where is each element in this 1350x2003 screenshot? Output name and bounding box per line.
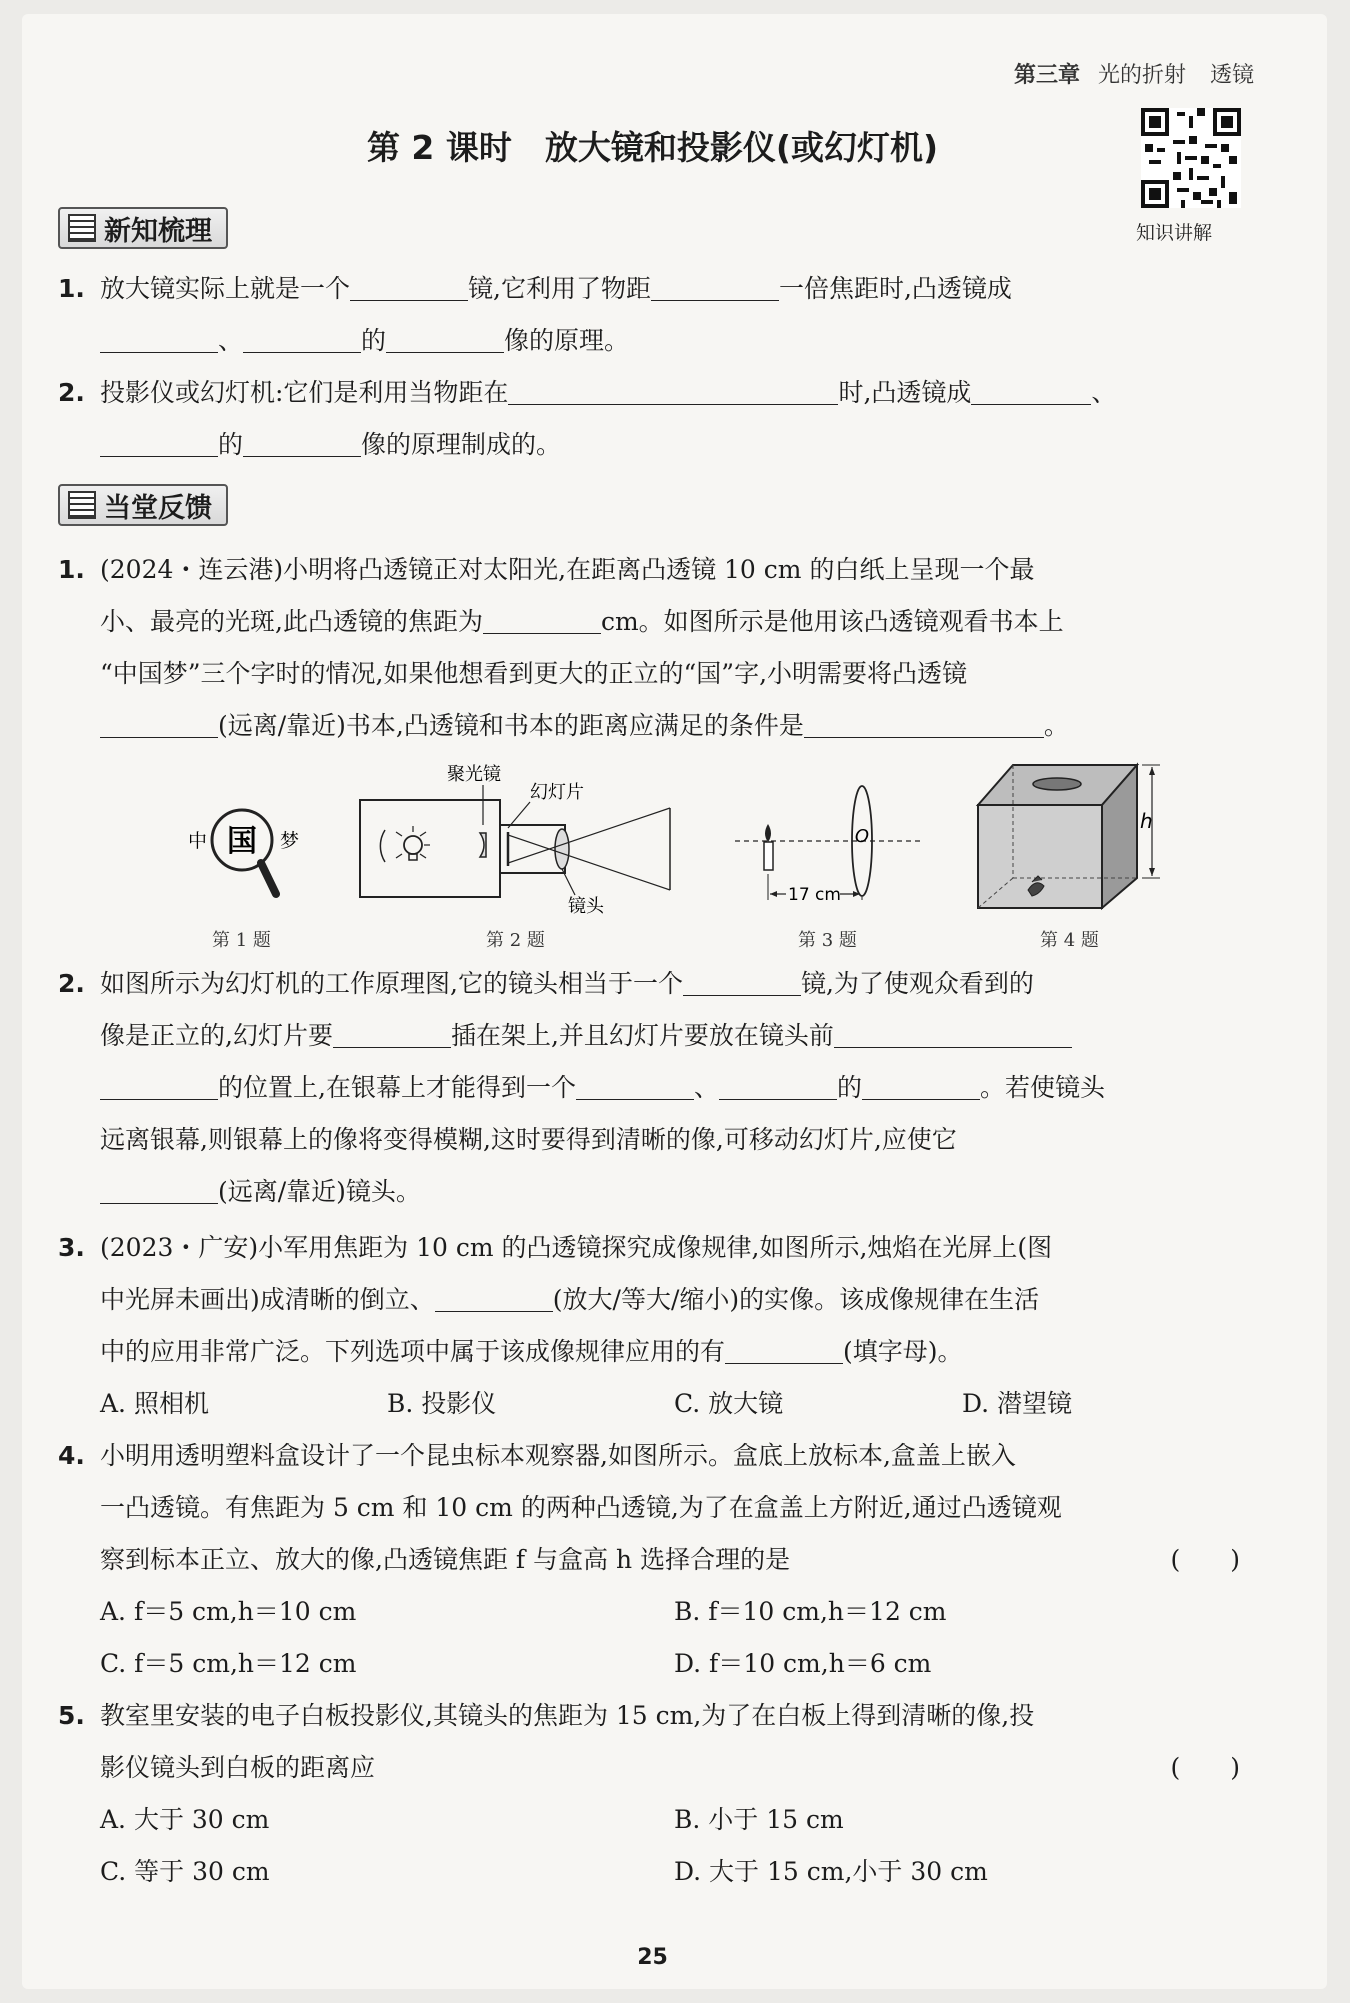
text-line: 中光屏未画出)成清晰的倒立、 (放大/等大/缩小)的实像。该成像规律在生活 xyxy=(100,1274,1248,1326)
chapter-subtitle: 透镜 xyxy=(1209,63,1254,88)
text-line: (2024・连云港)小明将凸透镜正对太阳光,在距离凸透镜 10 cm 的白纸上呈现一个最 xyxy=(100,555,1035,584)
answer-blank[interactable] xyxy=(971,374,1091,405)
label-h: h xyxy=(1140,809,1153,833)
text-line: 如图所示为幻灯机的工作原理图,它的镜头相当于一个 镜,为了使观众看到的 xyxy=(100,958,1248,1010)
choice-c[interactable]: C. 放大镜 xyxy=(674,1389,784,1418)
choices-row xyxy=(100,1378,1248,1430)
notebook-icon xyxy=(68,214,96,242)
text-line: 中的应用非常广泛。下列选项中属于该成像规律应用的有 (填字母)。 xyxy=(100,1326,1248,1378)
text-line: (远离/靠近)镜头。 xyxy=(100,1166,1248,1218)
text-line: 察到标本正立、放大的像,凸透镜焦距 f 与盒高 h 选择合理的是 ( ) xyxy=(100,1534,1248,1586)
choice-b[interactable]: B. 投影仪 xyxy=(387,1389,497,1418)
question-number: 1. xyxy=(58,555,85,584)
answer-bracket[interactable]: ( ) xyxy=(1170,1545,1240,1574)
answer-blank[interactable] xyxy=(435,1281,553,1312)
knowledge-item-2 xyxy=(58,367,1248,471)
label-slide: 幻灯片 xyxy=(530,782,584,803)
text-line: 小、最亮的光斑,此凸透镜的焦距为 cm。如图所示是他用该凸透镜观看书本上 xyxy=(100,596,1248,648)
answer-blank[interactable] xyxy=(100,1069,218,1100)
question-2 xyxy=(58,958,1248,1218)
text-line: 一凸透镜。有焦距为 5 cm 和 10 cm 的两种凸透镜,为了在盒盖上方附近,通过凸透镜观 xyxy=(100,1493,1062,1522)
choices-row xyxy=(100,1586,1248,1638)
text-line: 远离银幕,则银幕上的像将变得模糊,这时要得到清晰的像,可移动幻灯片,应使它 xyxy=(100,1125,957,1154)
text-line: 放大镜实际上就是一个 镜,它利用了物距 一倍焦距时,凸透镜成 xyxy=(100,263,1248,315)
choice-d[interactable]: D. f＝10 cm,h＝6 cm xyxy=(674,1649,932,1678)
answer-blank[interactable] xyxy=(576,1069,694,1100)
answer-blank[interactable] xyxy=(483,603,601,634)
chapter-number: 第三章 xyxy=(1013,63,1080,88)
answer-blank[interactable] xyxy=(725,1333,843,1364)
section-tab-new-knowledge xyxy=(58,207,228,249)
choice-a[interactable]: A. 大于 30 cm xyxy=(100,1805,270,1834)
answer-blank[interactable] xyxy=(386,322,504,353)
label-o: O xyxy=(854,826,870,847)
fig1-left-char: 中 xyxy=(188,830,208,852)
text-line: (远离/靠近)书本,凸透镜和书本的距离应满足的条件是 。 xyxy=(100,700,1248,752)
question-1 xyxy=(58,544,1248,752)
choice-d[interactable]: D. 大于 15 cm,小于 30 cm xyxy=(674,1857,988,1886)
figure-4-box xyxy=(978,765,1160,908)
choice-d[interactable]: D. 潜望镜 xyxy=(962,1389,1073,1418)
text-line: 、 的 像的原理。 xyxy=(100,315,1248,367)
answer-blank[interactable] xyxy=(350,270,468,301)
qr-caption: 知识讲解 xyxy=(1136,222,1213,244)
question-4 xyxy=(58,1430,1248,1690)
choice-b[interactable]: B. 小于 15 cm xyxy=(674,1805,844,1834)
item-number: 2. xyxy=(58,378,85,407)
label-17cm: 17 cm xyxy=(788,885,841,905)
answer-blank[interactable] xyxy=(243,426,361,457)
knowledge-item-1 xyxy=(58,263,1248,367)
magnifier-handle xyxy=(261,863,276,894)
answer-bracket[interactable]: ( ) xyxy=(1170,1753,1240,1782)
fig1-right-char: 梦 xyxy=(280,830,300,852)
figure-3-caption: 第 3 题 xyxy=(798,930,857,951)
qr-code-icon[interactable] xyxy=(1141,108,1241,208)
text-line: 小明用透明塑料盒设计了一个昆虫标本观察器,如图所示。盒底上放标本,盒盖上嵌入 xyxy=(100,1441,1016,1470)
figure-2-caption: 第 2 题 xyxy=(486,930,545,951)
question-number: 5. xyxy=(58,1701,85,1730)
section-label: 新知梳理 xyxy=(104,215,212,247)
text-line: 像是正立的,幻灯片要 插在架上,并且幻灯片要放在镜头前 xyxy=(100,1010,1248,1062)
answer-blank[interactable] xyxy=(804,707,1044,738)
chapter-header xyxy=(1014,58,1254,89)
answer-blank[interactable] xyxy=(100,426,218,457)
choices-row xyxy=(100,1794,1248,1846)
choice-c[interactable]: C. f＝5 cm,h＝12 cm xyxy=(100,1649,357,1678)
text-line: 影仪镜头到白板的距离应 ( ) xyxy=(100,1742,1248,1794)
figure-1-magnifier xyxy=(188,810,299,894)
text-line: 教室里安装的电子白板投影仪,其镜头的焦距为 15 cm,为了在白板上得到清晰的像,投 xyxy=(100,1701,1035,1730)
answer-blank[interactable] xyxy=(508,374,838,405)
figure-3-candle-lens xyxy=(735,786,920,905)
answer-blank[interactable] xyxy=(100,322,218,353)
answer-blank[interactable] xyxy=(683,965,801,996)
figure-1-caption: 第 1 题 xyxy=(212,930,271,951)
question-3 xyxy=(58,1222,1248,1430)
pencil-note-icon xyxy=(68,491,96,519)
condenser-lens xyxy=(480,833,486,857)
section-label: 当堂反馈 xyxy=(104,492,212,524)
lens-on-lid xyxy=(1033,778,1081,790)
answer-blank[interactable] xyxy=(719,1069,837,1100)
answer-blank[interactable] xyxy=(834,1017,1072,1048)
figure-4-caption: 第 4 题 xyxy=(1040,930,1099,951)
question-number: 2. xyxy=(58,969,85,998)
choice-c[interactable]: C. 等于 30 cm xyxy=(100,1857,270,1886)
label-lens: 镜头 xyxy=(568,896,604,917)
answer-blank[interactable] xyxy=(862,1069,980,1100)
answer-blank[interactable] xyxy=(333,1017,451,1048)
candle xyxy=(764,842,773,870)
question-number: 3. xyxy=(58,1233,85,1262)
figure-2-projector xyxy=(360,764,670,917)
text-line: (2023・广安)小军用焦距为 10 cm 的凸透镜探究成像规律,如图所示,烛焰在光屏上(图 xyxy=(100,1233,1053,1262)
text-line: “中国梦”三个字时的情况,如果他想看到更大的正立的“国”字,小明需要将凸透镜 xyxy=(100,659,968,688)
choice-b[interactable]: B. f＝10 cm,h＝12 cm xyxy=(674,1597,947,1626)
fig1-center-char: 国 xyxy=(227,824,257,859)
question-number: 4. xyxy=(58,1441,85,1470)
section-tab-in-class xyxy=(58,484,228,526)
flame xyxy=(765,824,771,842)
page-number: 25 xyxy=(637,1945,668,1970)
bulb-icon xyxy=(404,836,422,854)
projection-lens xyxy=(555,829,569,869)
answer-blank[interactable] xyxy=(651,270,779,301)
lesson-title: 第 2 课时 放大镜和投影仪(或幻灯机) xyxy=(366,128,939,167)
text-line: 投影仪或幻灯机:它们是利用当物距在 时,凸透镜成 、 xyxy=(100,367,1248,419)
answer-blank[interactable] xyxy=(100,707,218,738)
chapter-title: 光的折射 xyxy=(1097,63,1186,88)
item-number: 1. xyxy=(58,274,85,303)
answer-blank[interactable] xyxy=(100,1173,218,1204)
question-5 xyxy=(58,1690,1248,1898)
text-line: 的 像的原理制成的。 xyxy=(100,419,1248,471)
choice-a[interactable]: A. f＝5 cm,h＝10 cm xyxy=(100,1597,357,1626)
choice-a[interactable]: A. 照相机 xyxy=(100,1389,209,1418)
label-condenser: 聚光镜 xyxy=(447,764,501,785)
figures-row xyxy=(0,750,1350,950)
choices-row xyxy=(100,1846,1248,1898)
choices-row xyxy=(100,1638,1248,1690)
text-line: 的位置上,在银幕上才能得到一个 、 的 。若使镜头 xyxy=(100,1062,1248,1114)
answer-blank[interactable] xyxy=(243,322,361,353)
